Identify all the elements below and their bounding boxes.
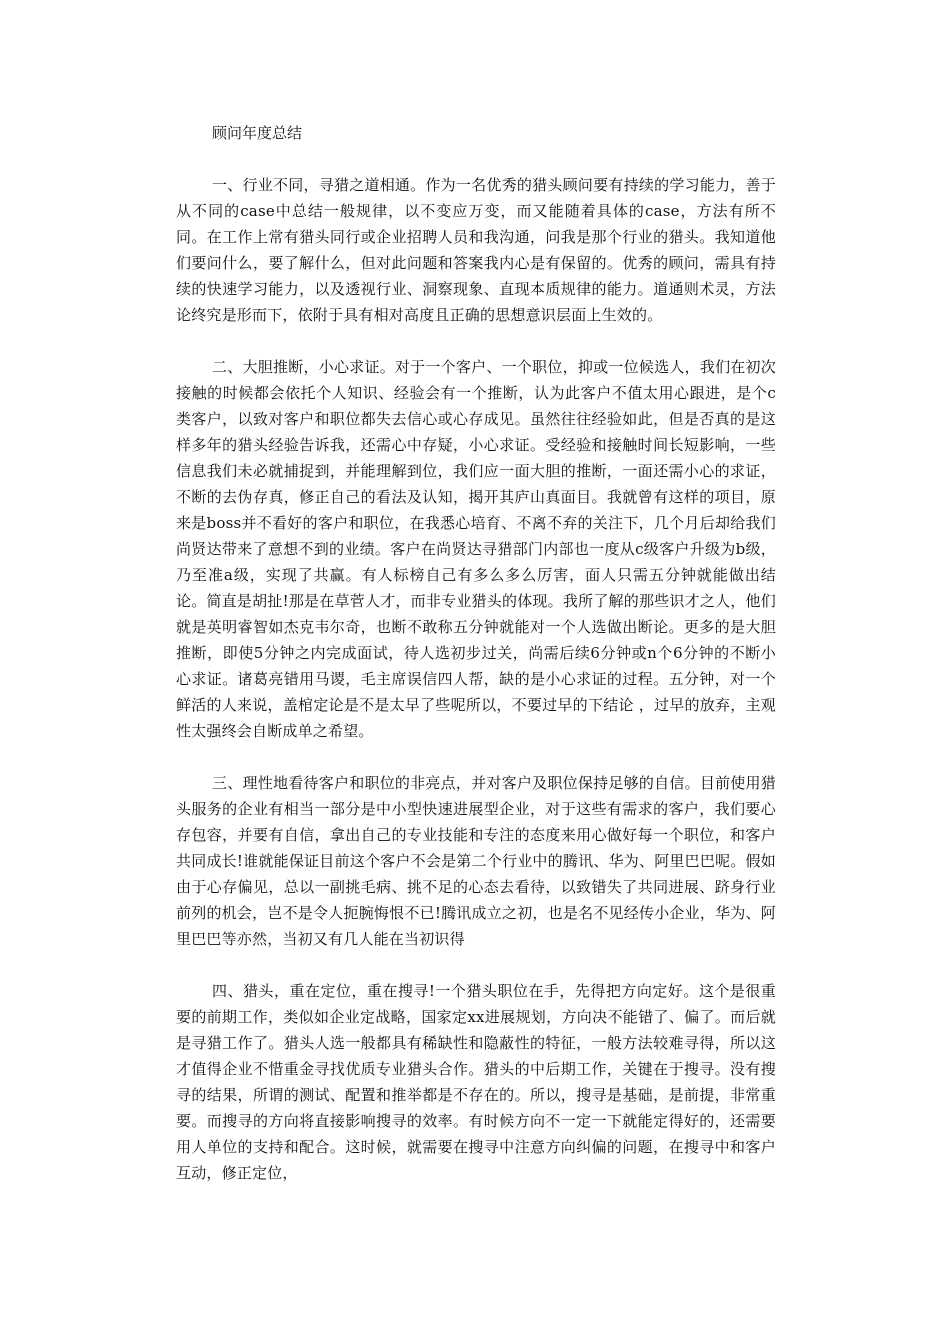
title-spacer bbox=[176, 146, 776, 172]
paragraph-1: 一、行业不同，寻猎之道相通。作为一名优秀的猎头顾问要有持续的学习能力，善于从不同的case中总结一般规律，以不变应万变，而又能随着具体的case，方法有所不同。在工作上常有猎头同行或企业招聘人员和我沟通，问我是那个行业的猎头。我知道他们要问什么，要了解什么，但对此问题和答案我内心是有保留的。优秀的顾问，需具有持续的快速学习能力，以及透视行业、洞察现象、直现本质规律的能力。道通则术灵，方法论终究是形而下，依附于具有相对高度且正确的思想意识层面上生效的。 bbox=[176, 176, 776, 324]
document-title: 顾问年度总结 bbox=[212, 124, 303, 142]
paragraph-3: 三、理性地看待客户和职位的非亮点，并对客户及职位保持足够的自信。目前使用猎头服务的企业有相当一部分是中小型快速进展型企业，对于这些有需求的客户，我们要心存包容，并要有自信，拿出自己的专业技能和专注的态度来用心做好每一个职位，和客户共同成长!谁就能保证目前这个客户不会是第二个行业中的腾讯、华为、阿里巴巴呢。假如由于心存偏见，总以一副挑毛病、挑不足的心态去看待，以致错失了共同进展、跻身行业前列的机会，岂不是令人扼腕悔恨不已!腾讯成立之初，也是名不见经传小企业，华为、阿里巴巴等亦然，当初又有几人能在当初识得 bbox=[176, 774, 776, 948]
paragraph-2: 二、大胆推断，小心求证。对于一个客户、一个职位，抑或一位候选人，我们在初次接触的时候都会依托个人知识、经验会有一个推断，认为此客户不值太用心跟进，是个c类客户，以致对客户和职位都失去信心或心存成见。虽然往往经验如此，但是否真的是这样多年的猎头经验告诉我，还需心中存疑，小心求证。受经验和接触时间长短影响，一些信息我们未必就捕捉到，并能理解到位，我们应一面大胆的推断，一面还需小心的求证，不断的去伪存真，修正自己的看法及认知，揭开其庐山真面目。我就曾有这样的项目，原来是boss并不看好的客户和职位，在我悉心培育、不离不弃的关注下，几个月后却给我们尚贤达带来了意想不到的业绩。客户在尚贤达寻猎部门内部也一度从c级客户升级为b级，乃至准a级，实现了共赢。有人标榜自己有多么多么厉害，面人只需五分钟就能做出结论。简直是胡扯!那是在草菅人才，而非专业猎头的体现。我所了解的那些识才之人，他们就是英明睿智如杰克韦尔奇，也断不敢称五分钟就能对一个人选做出断论。更多的是大胆推断，即使5分钟之内完成面试，待人选初步过关，尚需后续6分钟或n个6分钟的不断小心求证。诸葛亮错用马谡，毛主席误信四人帮，缺的是小心求证的过程。五分钟，对一个鲜活的人来说，盖棺定论是不是太早了些呢所以，不要过早的下结论 ，过早的放弃，主观性太强终会自断成单之希望。 bbox=[176, 358, 776, 740]
document-body bbox=[176, 120, 776, 1212]
paragraph-4: 四、猎头，重在定位，重在搜寻!一个猎头职位在手，先得把方向定好。这个是很重要的前期工作，类似如企业定战略，国家定xx进展规划，方向决不能错了、偏了。而后就是寻猎工作了。猎头人选一般都具有稀缺性和隐蔽性的特征，一般方法较难寻得，所以这才值得企业不惜重金寻找优质专业猎头合作。猎头的中后期工作，关键在于搜寻。没有搜寻的结果，所谓的测试、配置和推举都是不存在的。所以，搜寻是基础，是前提，非常重要。而搜寻的方向将直接影响搜寻的效率。有时候方向不一定一下就能定得好的，还需要用人单位的支持和配合。这时候，就需要在搜寻中注意方向纠偏的问题，在搜寻中和客户互动，修正定位， bbox=[176, 982, 776, 1182]
